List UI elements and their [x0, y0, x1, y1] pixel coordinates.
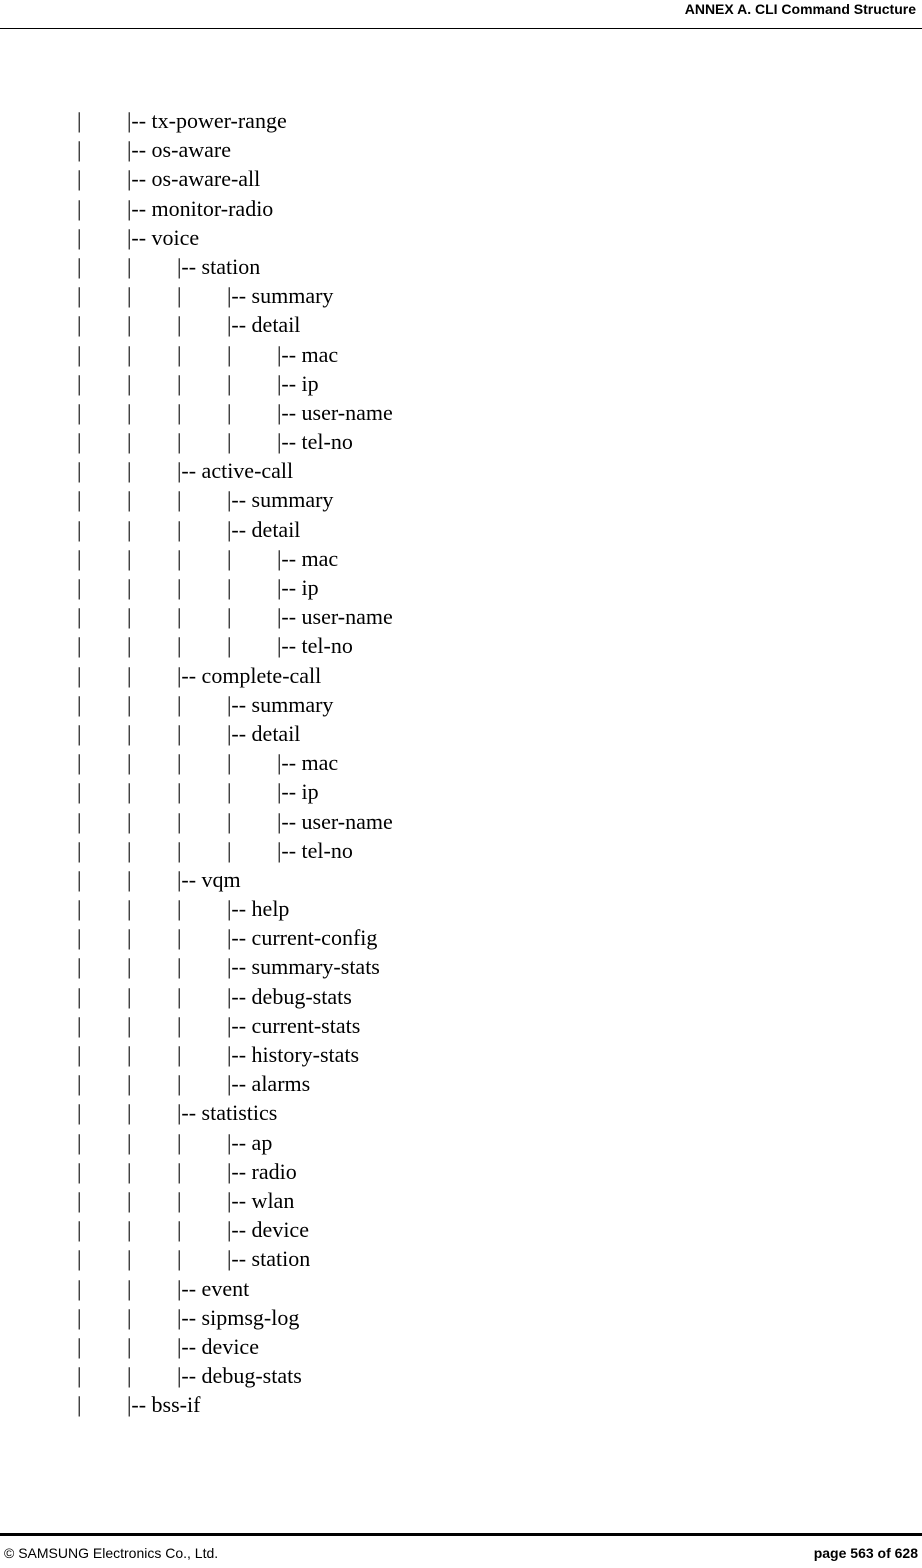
tree-pipe: |: [127, 983, 132, 1009]
tree-pipe: |: [127, 253, 132, 279]
tree-row: [0, 135, 922, 164]
tree-pipe: |: [77, 1187, 82, 1213]
tree-pipe: |: [77, 779, 82, 805]
tree-pipe: |: [77, 691, 82, 717]
tree-pipe: |: [77, 633, 82, 659]
tree-row: [0, 310, 922, 339]
tree-pipe: |: [127, 1158, 132, 1184]
tree-pipe: |: [77, 458, 82, 484]
tree-item-label: |-- station: [227, 1246, 311, 1272]
tree-row: [0, 485, 922, 514]
tree-item-label: |-- history-stats: [227, 1042, 360, 1067]
tree-item-label: |-- tel-no: [277, 837, 353, 863]
tree-pipe: |: [177, 1071, 182, 1097]
tree-row: [0, 252, 922, 281]
tree-pipe: |: [177, 750, 182, 776]
tree-pipe: |: [127, 954, 132, 980]
tree-pipe: |: [127, 1071, 132, 1097]
tree-item-label: |-- radio: [227, 1158, 297, 1184]
tree-item-label: |-- ip: [277, 779, 319, 805]
tree-item-label: |-- mac: [277, 341, 339, 367]
tree-item-label: |-- bss-if: [127, 1392, 201, 1418]
tree-item-label: |-- current-config: [227, 925, 378, 951]
tree-pipe: |: [77, 341, 82, 367]
tree-pipe: |: [127, 633, 132, 659]
tree-pipe: |: [77, 983, 82, 1009]
tree-pipe: |: [177, 633, 182, 659]
tree-pipe: |: [227, 575, 232, 600]
tree-pipe: |: [77, 808, 82, 834]
tree-pipe: |: [77, 1304, 82, 1330]
tree-pipe: |: [127, 429, 132, 455]
tree-pipe: |: [177, 1129, 182, 1155]
tree-pipe: |: [177, 720, 182, 746]
tree-item-label: |-- user-name: [277, 808, 393, 834]
tree-pipe: |: [127, 691, 132, 717]
tree-pipe: |: [177, 399, 182, 425]
command-tree: [0, 106, 922, 1419]
tree-row: [0, 573, 922, 602]
tree-item-label: |-- detail: [227, 516, 301, 542]
tree-row: [0, 1215, 922, 1244]
tree-pipe: |: [227, 808, 232, 834]
tree-pipe: |: [127, 750, 132, 776]
tree-row: [0, 836, 922, 865]
tree-pipe: |: [177, 370, 182, 396]
tree-pipe: |: [127, 896, 132, 922]
tree-pipe: |: [227, 399, 232, 425]
tree-pipe: |: [77, 575, 82, 600]
tree-item-label: |-- summary-stats: [227, 954, 380, 980]
tree-item-label: |-- alarms: [227, 1071, 311, 1097]
tree-pipe: |: [177, 896, 182, 922]
tree-item-label: |-- device: [227, 1217, 309, 1243]
tree-item-label: |-- summary: [227, 283, 334, 309]
tree-pipe: |: [127, 458, 132, 484]
tree-pipe: |: [177, 837, 182, 863]
tree-pipe: |: [77, 1012, 82, 1038]
tree-pipe: |: [127, 1187, 132, 1213]
tree-pipe: |: [127, 1246, 132, 1272]
tree-pipe: |: [227, 341, 232, 367]
tree-row: [0, 1011, 922, 1040]
tree-pipe: |: [127, 808, 132, 834]
tree-pipe: |: [127, 1042, 132, 1067]
tree-pipe: |: [127, 837, 132, 863]
tree-pipe: |: [127, 545, 132, 571]
tree-row: [0, 982, 922, 1011]
tree-row: [0, 1069, 922, 1098]
tree-item-label: |-- current-stats: [227, 1012, 361, 1038]
tree-pipe: |: [77, 604, 82, 630]
tree-row: [0, 602, 922, 631]
tree-pipe: |: [177, 1187, 182, 1213]
tree-item-label: |-- event: [177, 1275, 250, 1301]
tree-item-label: |-- user-name: [277, 399, 393, 425]
tree-pipe: |: [177, 575, 182, 600]
tree-pipe: |: [77, 925, 82, 951]
tree-row: [0, 1274, 922, 1303]
tree-row: [0, 1332, 922, 1361]
tree-row: [0, 952, 922, 981]
tree-row: [0, 106, 922, 135]
tree-row: [0, 1128, 922, 1157]
tree-pipe: |: [127, 487, 132, 513]
tree-pipe: |: [127, 662, 132, 688]
footer-page-number: page 563 of 628: [813, 1545, 918, 1561]
tree-pipe: |: [177, 516, 182, 542]
tree-row: [0, 690, 922, 719]
tree-pipe: |: [77, 195, 82, 221]
tree-pipe: |: [77, 1071, 82, 1097]
tree-row: [0, 1390, 922, 1419]
tree-item-label: |-- tel-no: [277, 429, 353, 455]
page-header: [0, 0, 922, 29]
tree-row: [0, 164, 922, 193]
tree-pipe: |: [177, 545, 182, 571]
tree-pipe: |: [77, 662, 82, 688]
tree-item-label: |-- os-aware: [127, 137, 231, 163]
page-footer: [0, 1533, 922, 1568]
tree-item-label: |-- tel-no: [277, 633, 353, 659]
tree-row: [0, 1186, 922, 1215]
tree-item-label: |-- debug-stats: [227, 983, 352, 1009]
tree-pipe: |: [77, 108, 82, 133]
tree-pipe: |: [77, 1129, 82, 1155]
tree-pipe: |: [77, 283, 82, 309]
tree-row: [0, 194, 922, 223]
tree-pipe: |: [177, 604, 182, 630]
tree-pipe: |: [77, 1042, 82, 1067]
tree-pipe: |: [177, 925, 182, 951]
tree-pipe: |: [177, 779, 182, 805]
tree-pipe: |: [127, 1304, 132, 1330]
tree-row: [0, 369, 922, 398]
tree-item-label: |-- station: [177, 253, 261, 279]
tree-pipe: |: [177, 808, 182, 834]
tree-row: [0, 894, 922, 923]
tree-item-label: |-- mac: [277, 545, 339, 571]
tree-pipe: |: [177, 341, 182, 367]
footer-copyright: © SAMSUNG Electronics Co., Ltd.: [4, 1545, 219, 1561]
tree-item-label: |-- ap: [227, 1129, 273, 1155]
tree-pipe: |: [77, 429, 82, 455]
tree-row: [0, 923, 922, 952]
tree-row: [0, 427, 922, 456]
tree-pipe: |: [127, 1012, 132, 1038]
header-title: ANNEX A. CLI Command Structure: [684, 1, 916, 17]
tree-row: [0, 223, 922, 252]
tree-pipe: |: [77, 1158, 82, 1184]
tree-pipe: |: [127, 1100, 132, 1126]
tree-pipe: |: [127, 1129, 132, 1155]
tree-pipe: |: [227, 750, 232, 776]
tree-pipe: |: [127, 1333, 132, 1359]
tree-pipe: |: [127, 516, 132, 542]
tree-pipe: |: [127, 866, 132, 892]
tree-pipe: |: [77, 545, 82, 571]
tree-pipe: |: [227, 779, 232, 805]
tree-pipe: |: [227, 604, 232, 630]
tree-pipe: |: [177, 429, 182, 455]
tree-pipe: |: [77, 1363, 82, 1389]
tree-pipe: |: [177, 1042, 182, 1067]
tree-pipe: |: [77, 399, 82, 425]
tree-item-label: |-- ip: [277, 575, 319, 600]
tree-pipe: |: [127, 399, 132, 425]
tree-pipe: |: [77, 516, 82, 542]
tree-pipe: |: [77, 253, 82, 279]
tree-item-label: |-- help: [227, 896, 290, 922]
tree-pipe: |: [77, 137, 82, 163]
tree-pipe: |: [77, 896, 82, 922]
tree-pipe: |: [77, 750, 82, 776]
tree-item-label: |-- wlan: [227, 1187, 295, 1213]
tree-pipe: |: [227, 633, 232, 659]
tree-item-label: |-- vqm: [177, 866, 241, 892]
tree-pipe: |: [77, 312, 82, 338]
tree-pipe: |: [127, 341, 132, 367]
tree-pipe: |: [77, 487, 82, 513]
tree-pipe: |: [127, 604, 132, 630]
tree-row: [0, 544, 922, 573]
tree-pipe: |: [127, 1217, 132, 1243]
tree-item-label: |-- monitor-radio: [127, 195, 274, 221]
tree-row: [0, 1040, 922, 1069]
tree-item-label: |-- detail: [227, 312, 301, 338]
tree-row: [0, 777, 922, 806]
tree-pipe: |: [77, 1246, 82, 1272]
tree-pipe: |: [127, 1363, 132, 1389]
tree-item-label: |-- summary: [227, 691, 334, 717]
tree-row: [0, 807, 922, 836]
tree-pipe: |: [77, 837, 82, 863]
tree-pipe: |: [177, 312, 182, 338]
tree-pipe: |: [77, 1392, 82, 1418]
tree-row: [0, 1098, 922, 1127]
tree-item-label: |-- detail: [227, 720, 301, 746]
tree-row: [0, 1157, 922, 1186]
tree-row: [0, 719, 922, 748]
tree-pipe: |: [77, 954, 82, 980]
tree-item-label: |-- voice: [127, 224, 200, 250]
tree-pipe: |: [127, 283, 132, 309]
tree-item-label: |-- mac: [277, 750, 339, 776]
tree-row: [0, 398, 922, 427]
tree-row: [0, 1361, 922, 1390]
tree-row: [0, 865, 922, 894]
tree-item-label: |-- device: [177, 1333, 259, 1359]
tree-row: [0, 1244, 922, 1273]
tree-pipe: |: [177, 983, 182, 1009]
tree-pipe: |: [127, 575, 132, 600]
tree-pipe: |: [177, 487, 182, 513]
tree-row: [0, 631, 922, 660]
tree-row: [0, 456, 922, 485]
tree-pipe: |: [127, 312, 132, 338]
tree-row: [0, 515, 922, 544]
tree-pipe: |: [77, 370, 82, 396]
tree-item-label: |-- statistics: [177, 1100, 278, 1126]
tree-item-label: |-- active-call: [177, 458, 294, 484]
tree-item-label: |-- tx-power-range: [127, 108, 287, 133]
tree-pipe: |: [127, 925, 132, 951]
tree-pipe: |: [227, 545, 232, 571]
tree-row: [0, 661, 922, 690]
tree-pipe: |: [77, 1100, 82, 1126]
tree-pipe: |: [177, 1158, 182, 1184]
tree-pipe: |: [177, 283, 182, 309]
tree-item-label: |-- complete-call: [177, 662, 322, 688]
tree-pipe: |: [177, 954, 182, 980]
tree-pipe: |: [177, 1217, 182, 1243]
tree-pipe: |: [77, 1217, 82, 1243]
tree-pipe: |: [177, 691, 182, 717]
tree-item-label: |-- os-aware-all: [127, 166, 261, 192]
tree-row: [0, 281, 922, 310]
tree-row: [0, 1303, 922, 1332]
tree-pipe: |: [77, 224, 82, 250]
tree-pipe: |: [227, 429, 232, 455]
tree-pipe: |: [177, 1012, 182, 1038]
tree-row: [0, 748, 922, 777]
tree-row: [0, 340, 922, 369]
tree-pipe: |: [177, 1246, 182, 1272]
tree-pipe: |: [77, 166, 82, 192]
tree-pipe: |: [127, 779, 132, 805]
tree-pipe: |: [227, 837, 232, 863]
tree-item-label: |-- ip: [277, 370, 319, 396]
tree-pipe: |: [77, 1275, 82, 1301]
tree-item-label: |-- summary: [227, 487, 334, 513]
tree-item-label: |-- sipmsg-log: [177, 1304, 300, 1330]
tree-pipe: |: [77, 866, 82, 892]
tree-pipe: |: [127, 1275, 132, 1301]
tree-pipe: |: [127, 370, 132, 396]
tree-pipe: |: [127, 720, 132, 746]
tree-pipe: |: [77, 720, 82, 746]
tree-pipe: |: [227, 370, 232, 396]
tree-item-label: |-- debug-stats: [177, 1363, 302, 1389]
tree-pipe: |: [77, 1333, 82, 1359]
tree-item-label: |-- user-name: [277, 604, 393, 630]
